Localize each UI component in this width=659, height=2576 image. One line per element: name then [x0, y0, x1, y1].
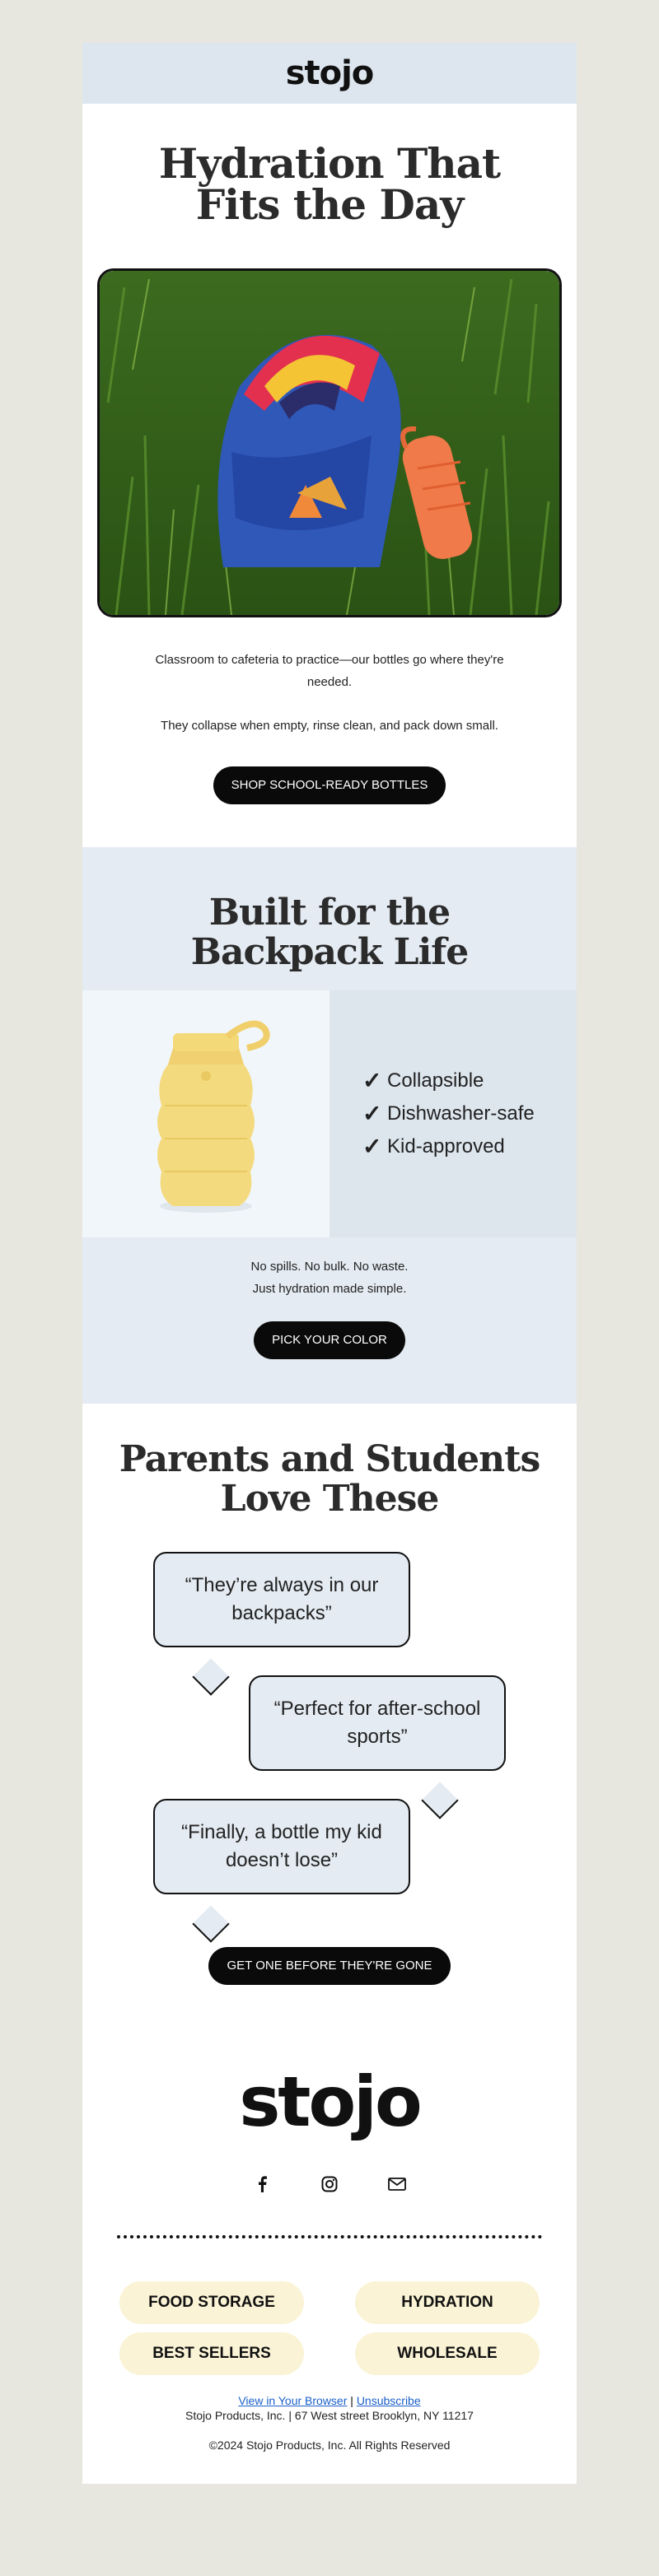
backpack-illustration	[100, 271, 559, 615]
footer-links	[82, 2393, 577, 2408]
check-label: Collapsible	[387, 1069, 484, 1092]
shop-school-ready-button[interactable]: SHOP SCHOOL-READY BOTTLES	[213, 766, 446, 804]
testimonial-bubble: “They’re always in our backpacks”	[153, 1552, 410, 1647]
check-item-collapsible	[362, 1064, 577, 1097]
instagram-icon[interactable]	[320, 2174, 339, 2194]
food-storage-link[interactable]: FOOD STORAGE	[119, 2281, 304, 2324]
bubble-tail	[421, 1782, 458, 1819]
pick-your-color-button[interactable]: PICK YOUR COLOR	[254, 1321, 405, 1359]
bottle-illustration	[82, 990, 330, 1237]
reviews-title	[82, 1440, 577, 1519]
reviews-title-line2: Love These	[220, 1478, 439, 1520]
email-container	[82, 43, 577, 2484]
yellow-bottle-image[interactable]	[82, 990, 330, 1237]
check-icon: ✓	[362, 1134, 382, 1159]
check-item-dishwasher-safe	[362, 1097, 577, 1130]
footer	[82, 2061, 577, 2484]
hero-paragraph-2: They collapse when empty, rinse clean, and pack down small.	[161, 719, 498, 733]
features-line-1: No spills. No bulk. No waste.	[250, 1260, 409, 1274]
get-one-button[interactable]: GET ONE BEFORE THEY'RE GONE	[208, 1947, 450, 1985]
check-icon: ✓	[362, 1101, 382, 1126]
bubble-tail	[192, 1905, 229, 1942]
features-title-line1: Built for the	[208, 892, 451, 934]
unsubscribe-link[interactable]: Unsubscribe	[356, 2394, 421, 2407]
social-links	[82, 2174, 577, 2194]
best-sellers-link[interactable]: BEST SELLERS	[119, 2332, 304, 2375]
hero-paragraph-1: Classroom to cafeteria to practice—our bottles go where they're needed.	[155, 653, 504, 689]
link-separator: |	[350, 2394, 353, 2407]
features-text	[82, 1237, 577, 1300]
view-in-browser-link[interactable]: View in Your Browser	[238, 2394, 348, 2407]
hero-section	[82, 104, 577, 847]
reviews-title-line1: Parents and Students	[119, 1438, 540, 1480]
stojo-logo[interactable]: stojo	[285, 54, 374, 92]
bubble-tail	[192, 1658, 229, 1695]
dotted-divider	[117, 2235, 542, 2238]
hero-title	[82, 139, 577, 229]
check-item-kid-approved	[362, 1130, 577, 1163]
copyright: ©2024 Stojo Products, Inc. All Rights Reserved	[208, 2439, 451, 2452]
testimonial-bubble: “Perfect for after-school sports”	[249, 1675, 506, 1771]
hero-title-line1: Hydration That	[158, 139, 501, 188]
testimonial-bubbles	[82, 1519, 577, 1931]
reviews-section	[82, 1404, 577, 2061]
category-links	[82, 2281, 577, 2375]
features-title-line2: Backpack Life	[190, 931, 469, 973]
wholesale-link[interactable]: WHOLESALE	[355, 2332, 540, 2375]
hydration-link[interactable]: HYDRATION	[355, 2281, 540, 2324]
facebook-icon[interactable]	[252, 2174, 272, 2194]
check-label: Dishwasher-safe	[387, 1102, 535, 1125]
check-label: Kid-approved	[387, 1135, 505, 1158]
hero-title-line2: Fits the Day	[195, 180, 464, 229]
email-icon[interactable]	[387, 2174, 407, 2194]
footer-stojo-logo[interactable]: stojo	[239, 2061, 420, 2142]
company-address: Stojo Products, Inc. | 67 West street Brooklyn, NY 11217	[185, 2409, 474, 2422]
header-bar	[82, 43, 577, 104]
features-title	[82, 847, 577, 972]
check-icon: ✓	[362, 1068, 382, 1093]
features-section	[82, 847, 577, 1404]
testimonial-bubble: “Finally, a bottle my kid doesn’t lose”	[153, 1799, 410, 1894]
features-line-2: Just hydration made simple.	[252, 1282, 407, 1296]
hero-image[interactable]	[97, 268, 562, 617]
feature-checklist	[330, 990, 577, 1237]
